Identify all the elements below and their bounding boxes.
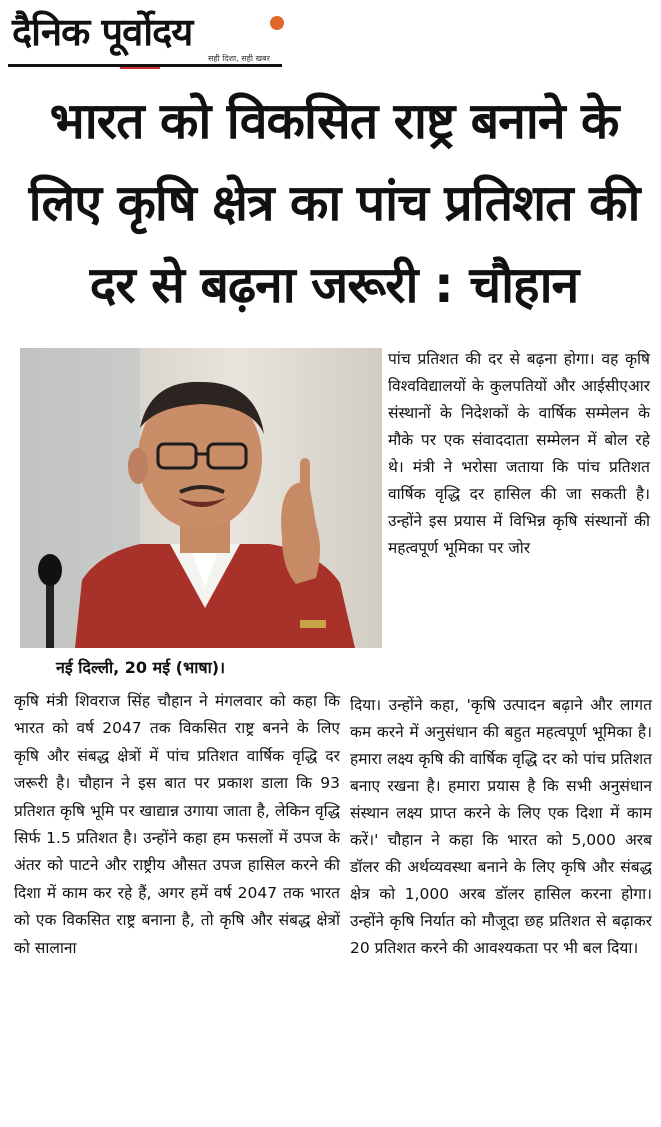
logo-dot-icon — [270, 16, 284, 30]
speaker-photo-illustration — [20, 348, 382, 648]
article-body-left: कृषि मंत्री शिवराज सिंह चौहान ने मंगलवार को कहा कि भारत को वर्ष 2047 तक विकसित राष्ट्र बनने के लिए कृषि और संबद्ध क्षेत्रों में पांच प्रतिशत वार्षिक वृद्धि दर जरूरी है। चौहान ने इस बात पर प्रकाश डाला कि 93 प्रतिशत कृषि भूमि पर खाद्यान्न उगाया जाता है, लेकिन वृद्धि सिर्फ 1.5 प्रतिशत है। उन्होंने कहा हम फसलों में उपज के अंतर को पाटने और राष्ट्रीय औसत उपज हासिल करने की दिशा में काम कर रहे हैं, अगर हमें वर्ष 2047 तक भारत को एक विकसित राष्ट्र बनाना है, तो कृषि और संबद्ध क्षेत्रों को सालाना — [14, 692, 340, 957]
article-headline: भारत को विकसित राष्ट्र बनाने के लिए कृषि क्षेत्र का पांच प्रतिशत की दर से बढ़ना जरूरी : चौहान — [28, 92, 640, 314]
article-body-right-top: पांच प्रतिशत की दर से बढ़ना होगा। वह कृषि विश्वविद्यालयों के कुलपतियों और आईसीएआर संस्थानों के निदेशकों के वार्षिक सम्मेलन के मौके पर एक संवाददाता सम्मेलन में बोल रहे थे। मंत्री ने भरोसा जताया कि पांच प्रतिशत वार्षिक वृद्धि दर हासिल की जा सकती है। उन्होंने इस प्रयास में विभिन्न कृषि संस्थानों की महत्वपूर्ण भूमिका पर जोर — [388, 350, 650, 557]
newspaper-name: दैनिक पूर्वोदय — [12, 9, 193, 54]
article-dateline: नई दिल्ली, 20 मई (भाषा)। — [56, 658, 226, 677]
article-photo — [20, 348, 382, 648]
masthead-tagline: सही दिशा, सही खबर — [208, 54, 270, 63]
article-body-right-bottom: दिया। उन्होंने कहा, 'कृषि उत्पादन बढ़ाने और लागत कम करने में अनुसंधान की बहुत महत्वपूर्ण भूमिका है। हमारा लक्ष्य कृषि की वार्षिक वृद्धि दर को पांच प्रतिशत बनाए रखना है। हमारा प्रयास है कि सभी अनुसंधान संस्थान लक्ष्य प्राप्त करने के लिए एक दिशा में काम करें।' चौहान ने कहा कि भारत को 5,000 अरब डॉलर की अर्थव्यवस्था बनाने के लिए कृषि और संबद्ध क्षेत्र को 1,000 अरब डॉलर हासिल करना होगा। उन्होंने कृषि निर्यात को मौजूदा छह प्रतिशत से बढ़ाकर 20 प्रतिशत करने की आवश्यकता पर भी बल दिया। — [350, 696, 652, 957]
masthead-accent-rule — [120, 67, 160, 69]
masthead — [8, 6, 284, 70]
